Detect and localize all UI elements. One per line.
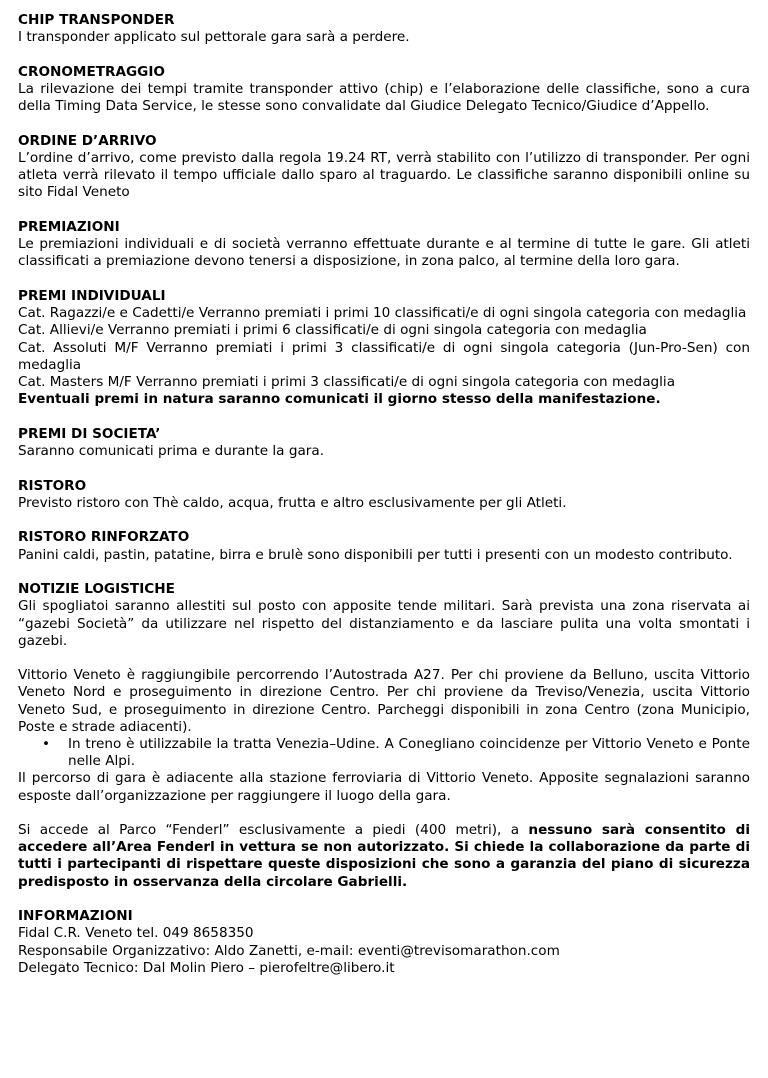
bullet-icon: • bbox=[42, 736, 51, 753]
directions-paragraph: Vittorio Veneto è raggiungibile percorrendo l’Autostrada A27. Per chi proviene da Belluno, uscita Vittorio Veneto Nord e proseguimento in direzione Centro. Per chi proviene da Treviso/Venezia, uscita Vittorio Veneto Sud, e proseguimento in direzione Centro. Parcheggi disponibili in zona Centro (zona Municipio, Poste e strade adiacenti). bbox=[18, 667, 750, 735]
section-ristoro-rinforzato bbox=[18, 529, 750, 563]
category-line: Cat. Ragazzi/e e Cadetti/e Verranno premiati i primi 10 classificati/e di ogni singola categoria con medaglia bbox=[18, 305, 747, 322]
category-line: Cat. Assoluti M/F Verranno premiati i primi 3 classificati/e di ogni singola categoria (Jun-Pro-Sen) con medaglia bbox=[18, 339, 750, 373]
section-heading: ORDINE D’ARRIVO bbox=[18, 132, 157, 149]
category-line: Cat. Allievi/e Verranno premiati i primi 6 classificati/e di ogni singola categoria con medaglia bbox=[18, 322, 647, 339]
list-item-text: In treno è utilizzabile la tratta Venezia–Udine. A Conegliano coincidenze per Vittorio Veneto e Ponte nelle Alpi. bbox=[68, 736, 750, 770]
section-ristoro bbox=[18, 478, 750, 512]
section-heading: RISTORO RINFORZATO bbox=[18, 529, 190, 546]
section-ordine-arrivo bbox=[18, 133, 750, 202]
section-text: Previsto ristoro con Thè caldo, acqua, frutta e altro esclusivamente per gli Atleti. bbox=[18, 494, 567, 511]
section-heading: RISTORO bbox=[18, 477, 87, 494]
category-line: Cat. Masters M/F Verranno premiati i primi 3 classificati/e di ogni singola categoria con medaglia bbox=[18, 374, 676, 391]
logistics-paragraph: Gli spogliatoi saranno allestiti sul posto con apposite tende militari. Sarà prevista una zona riservata ai “gazebi Società” da utilizzare nel rispetto del distanziamento e da lasciare pulita una volta smontati i gazebi. bbox=[18, 598, 750, 649]
contact-line: Fidal C.R. Veneto tel. 049 8658350 bbox=[18, 925, 254, 942]
access-warning: nessuno sarà consentito di accedere all’Area Fenderl in vettura se non autorizzato. Si chiede la collaborazione da parte di tutti i partecipanti di rispettare queste disposizioni che sono a garanzia del piano di sicurezza predisposto in osservanza della circolare Gabrielli. bbox=[18, 822, 750, 890]
section-premi-individuali bbox=[18, 288, 750, 408]
paragraph-gap bbox=[18, 650, 750, 667]
section-chip-transponder bbox=[18, 12, 750, 46]
section-heading: PREMI DI SOCIETA’ bbox=[18, 425, 161, 442]
section-informazioni bbox=[18, 908, 750, 977]
contact-line: Delegato Tecnico: Dal Molin Piero – pierofeltre@libero.it bbox=[18, 959, 395, 976]
section-premi-societa bbox=[18, 426, 750, 460]
section-text: Panini caldi, pastin, patatine, birra e brulè sono disponibili per tutti i presenti con un modesto contributo. bbox=[18, 546, 733, 563]
section-text: Saranno comunicati prima e durante la gara. bbox=[18, 443, 325, 460]
section-heading: NOTIZIE LOGISTICHE bbox=[18, 581, 175, 598]
section-heading: PREMI INDIVIDUALI bbox=[18, 288, 166, 304]
section-premiazioni bbox=[18, 219, 750, 271]
paragraph-gap bbox=[18, 805, 750, 822]
section-heading: CHIP TRANSPONDER bbox=[18, 12, 175, 28]
section-text: Le premiazioni individuali e di società verranno effettuate durante e al termine di tutte le gare. Gli atleti classificati a premiazione devono tenersi a disposizione, in zona palco, al termine della loro gara. bbox=[18, 236, 750, 270]
prizes-note: Eventuali premi in natura saranno comunicati il giorno stesso della manifestazione. bbox=[18, 391, 661, 408]
section-text: L’ordine d’arrivo, come previsto dalla regola 19.24 RT, verrà stabilito con l’utilizzo di transponder. Per ogni atleta verrà rilevato il tempo ufficiale dallo sparo al traguardo. Le classifiche saranno disponibili online su sito Fidal Veneto bbox=[18, 150, 750, 201]
route-paragraph: Il percorso di gara è adiacente alla stazione ferroviaria di Vittorio Veneto. Apposite segnalazioni saranno esposte dall’organizzazione per raggiungere il luogo della gara. bbox=[18, 770, 750, 804]
section-text: I transponder applicato sul pettorale gara sarà a perdere. bbox=[18, 29, 410, 46]
section-text: La rilevazione dei tempi tramite transponder attivo (chip) e l’elaborazione delle classifiche, sono a cura della Timing Data Service, le stesse sono convalidate dal Giudice Delegato Tecnico/Giudice d’Appello. bbox=[18, 81, 750, 115]
section-notizie-logistiche bbox=[18, 581, 750, 891]
section-heading: PREMIAZIONI bbox=[18, 219, 120, 235]
list-item bbox=[42, 736, 750, 770]
contact-line: Responsabile Organizzativo: Aldo Zanetti, e-mail: eventi@trevisomarathon.com bbox=[18, 942, 560, 959]
section-cronometraggio bbox=[18, 64, 750, 116]
access-text: Si accede al Parco “Fenderl” esclusivamente a piedi (400 metri), a bbox=[18, 822, 529, 839]
section-heading: INFORMAZIONI bbox=[18, 908, 133, 925]
access-paragraph bbox=[18, 822, 750, 891]
bullet-list bbox=[18, 736, 750, 770]
section-heading: CRONOMETRAGGIO bbox=[18, 63, 165, 80]
